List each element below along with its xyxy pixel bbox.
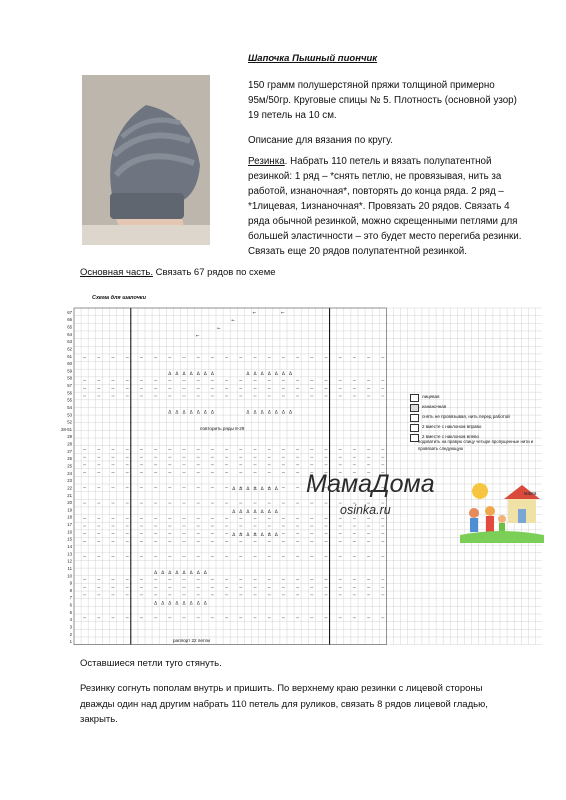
slip-mark: Δ [253,532,257,538]
slip-mark: Δ [189,571,193,577]
row-number: 6 [69,602,72,608]
decrease-arrow: ← [195,333,200,339]
row-number: 12 [67,558,72,564]
family-house-logo [460,477,544,543]
slip-mark: Δ [274,372,278,378]
slip-mark: Δ [168,372,172,378]
slip-mark: Δ [203,410,207,416]
row-number: 24 [67,470,72,476]
slip-mark: Δ [260,486,264,492]
legend-k2tog-right: 2 вместе с наклоном вправо [410,422,510,432]
row-number: 56 [67,390,72,396]
round-description: Описание для вязания по кругу. [248,135,393,146]
slip-mark: Δ [239,486,243,492]
slip-mark: Δ [182,372,186,378]
decrease-arrow: ← [231,318,235,324]
row-number: 61 [67,353,72,359]
arrow-right-icon [410,424,419,432]
slip-mark: Δ [274,410,278,416]
rapport-label: раппорт 22 петли [173,638,210,643]
slip-mark: Δ [267,372,271,378]
legend-slip: снять не провязывая, нить перед работой [410,412,510,422]
slip-mark: Δ [267,486,271,492]
decrease-arrow: ← [217,326,221,332]
row-number: 13 [67,551,72,557]
slip-mark: Δ [196,571,200,577]
slip-mark: Δ [260,532,264,538]
logo-text: мамa [524,491,537,497]
row-number: 17 [67,522,72,528]
row-number: 2 [69,631,72,637]
slip-mark: Δ [196,410,200,416]
repeat-rows-label: повторить ряды 8-29 [200,426,245,431]
slip-mark: Δ [260,410,264,416]
legend-purl: изнаночная [410,402,510,412]
slip-mark: Δ [253,486,257,492]
slip-mark: Δ [189,601,193,607]
finish-instruction: Оставшиеся петли туго стянуть. [80,658,222,669]
row-number: 29 [67,434,72,440]
row-number: 19 [67,507,72,513]
slip-mark: Δ [196,601,200,607]
slip-mark: Δ [274,509,278,515]
slip-mark: Δ [267,509,271,515]
slip-mark: Δ [232,509,236,515]
slip-mark: Δ [232,486,236,492]
row-number: 15 [67,536,72,542]
slip-mark: Δ [154,571,158,577]
knit-swatch [410,394,419,402]
main-body: Связать 67 рядов по схеме [152,267,276,278]
legend-knit: лицевая [410,392,510,402]
slip-mark: Δ [267,410,271,416]
slip-mark: Δ [232,532,236,538]
decrease-arrow: ← [280,311,285,316]
slip-mark: Δ [161,571,165,577]
decrease-arrow: ← [252,311,257,316]
slip-mark: Δ [274,486,278,492]
row-number: 21 [67,492,72,498]
slip-mark: Δ [189,372,193,378]
row-number: 67 [67,309,72,315]
slip-mark: Δ [182,601,186,607]
row-number: 16 [67,529,72,535]
slip-mark: Δ [203,571,207,577]
slip-mark: Δ [239,509,243,515]
slip-mark: Δ [210,372,214,378]
slip-mark: Δ [182,410,186,416]
row-number: 26 [67,456,72,462]
row-number: 25 [67,463,72,469]
slip-mark: Δ [246,372,250,378]
slip-mark: Δ [196,372,200,378]
slip-mark: Δ [274,532,278,538]
row-number: 11 [67,565,72,571]
row-number: 53 [67,412,72,418]
row-number: 52 [67,419,72,425]
page-title: Шапочка Пышный пиончик [248,53,378,64]
rib-section [248,154,528,259]
slip-mark: Δ [260,372,264,378]
row-number: 58 [67,375,72,381]
slip-mark: Δ [289,372,293,378]
rib-body: . Набрать 110 петель и вязать полупатентной резинкой: 1 ряд – *снять петлю, не провязывая, нить за работой, изнаночная*, повторять до конца ряда. 2 ряд – *1лицевая, 1изнаночная*. Провязать 20 рядов. Связать 4 ряда обычной резинкой, можно скрещенными петлями для большей эластичности – это будет место перегиба резинки. Связать еще 20 рядов полупатентной резинкой. [248,156,522,257]
slip-mark: Δ [289,410,293,416]
row-number: 23 [67,478,72,484]
slip-mark: Δ [246,509,250,515]
slip-mark: Δ [253,410,257,416]
slip-mark: Δ [281,410,285,416]
slip-mark: Δ [168,571,172,577]
yarn-info: 150 грамм полушерстяной пряжи толщиной примерно 95м/50гр. Круговые спицы № 5. Плотность (основной узор) 19 петель на 10 см. [248,80,517,121]
slip-mark: Δ [267,532,271,538]
chart-legend [410,392,510,442]
hat-photo [82,75,210,245]
purl-swatch [410,404,419,412]
slip-mark: Δ [182,571,186,577]
row-number: 9 [69,580,72,586]
slip-mark: Δ [175,372,179,378]
slip-mark: Δ [253,509,257,515]
slip-mark: Δ [239,532,243,538]
row-number: 59 [67,368,72,374]
watermark-site: osinka.ru [340,503,391,517]
row-number: 3 [69,624,72,630]
slip-mark: Δ [281,372,285,378]
slip-mark: Δ [175,410,179,416]
slip-mark: Δ [246,532,250,538]
slip-mark: Δ [175,601,179,607]
row-number: 62 [67,346,72,352]
row-number: 28 [67,441,72,447]
slip-mark: Δ [203,601,207,607]
main-heading: Основная часть. [80,267,153,278]
slip-mark: Δ [175,571,179,577]
slip-mark: Δ [189,410,193,416]
roll-instruction: Резинку согнуть пополам внутрь и пришить. По верхнему краю резинки с лицевой стороны дважды один над другим набрать 110 петель для руликов, связать 8 рядов лицевой гладью, закрыть. [80,683,488,725]
slip-mark: Δ [154,601,158,607]
row-number: 8 [69,587,72,593]
slip-mark: Δ [161,601,165,607]
chart-title: Схема для шапочки [92,295,146,301]
slip-mark: Δ [253,372,257,378]
row-number: 27 [67,448,72,454]
row-number: 10 [67,573,72,579]
slip-mark: Δ [168,601,172,607]
watermark-brand: МамаДома [306,470,435,498]
row-number: 65 [67,324,72,330]
row-number: 28-51 [61,426,72,432]
row-number: 57 [67,383,72,389]
row-number: 63 [67,339,72,345]
row-number: 20 [67,500,72,506]
legend-note: подхватить на правую спицу четыре пропущенные нити и провязать следующую [418,439,534,451]
row-number: 5 [69,609,72,615]
slip-mark: Δ [246,410,250,416]
row-number: 22 [67,485,72,491]
row-number: 66 [67,317,72,323]
row-number: 1 [69,639,72,645]
slip-mark: Δ [203,372,207,378]
slip-mark: Δ [246,486,250,492]
rib-heading: Резинка [248,156,285,167]
slip-mark: Δ [210,410,214,416]
slip-mark: Δ [168,410,172,416]
row-number: 55 [67,397,72,403]
row-number: 64 [67,331,72,337]
row-number: 18 [67,514,72,520]
legend-k2tog-left: 2 вместе с наклоном влево [410,432,510,442]
slip-swatch [410,414,419,422]
row-number: 14 [67,544,72,550]
row-number: 4 [69,617,72,623]
knitting-chart [60,296,542,654]
slip-mark: Δ [260,509,264,515]
main-part [80,267,276,278]
row-number: 7 [69,595,72,601]
row-number: 54 [67,404,72,410]
row-number: 60 [67,361,72,367]
